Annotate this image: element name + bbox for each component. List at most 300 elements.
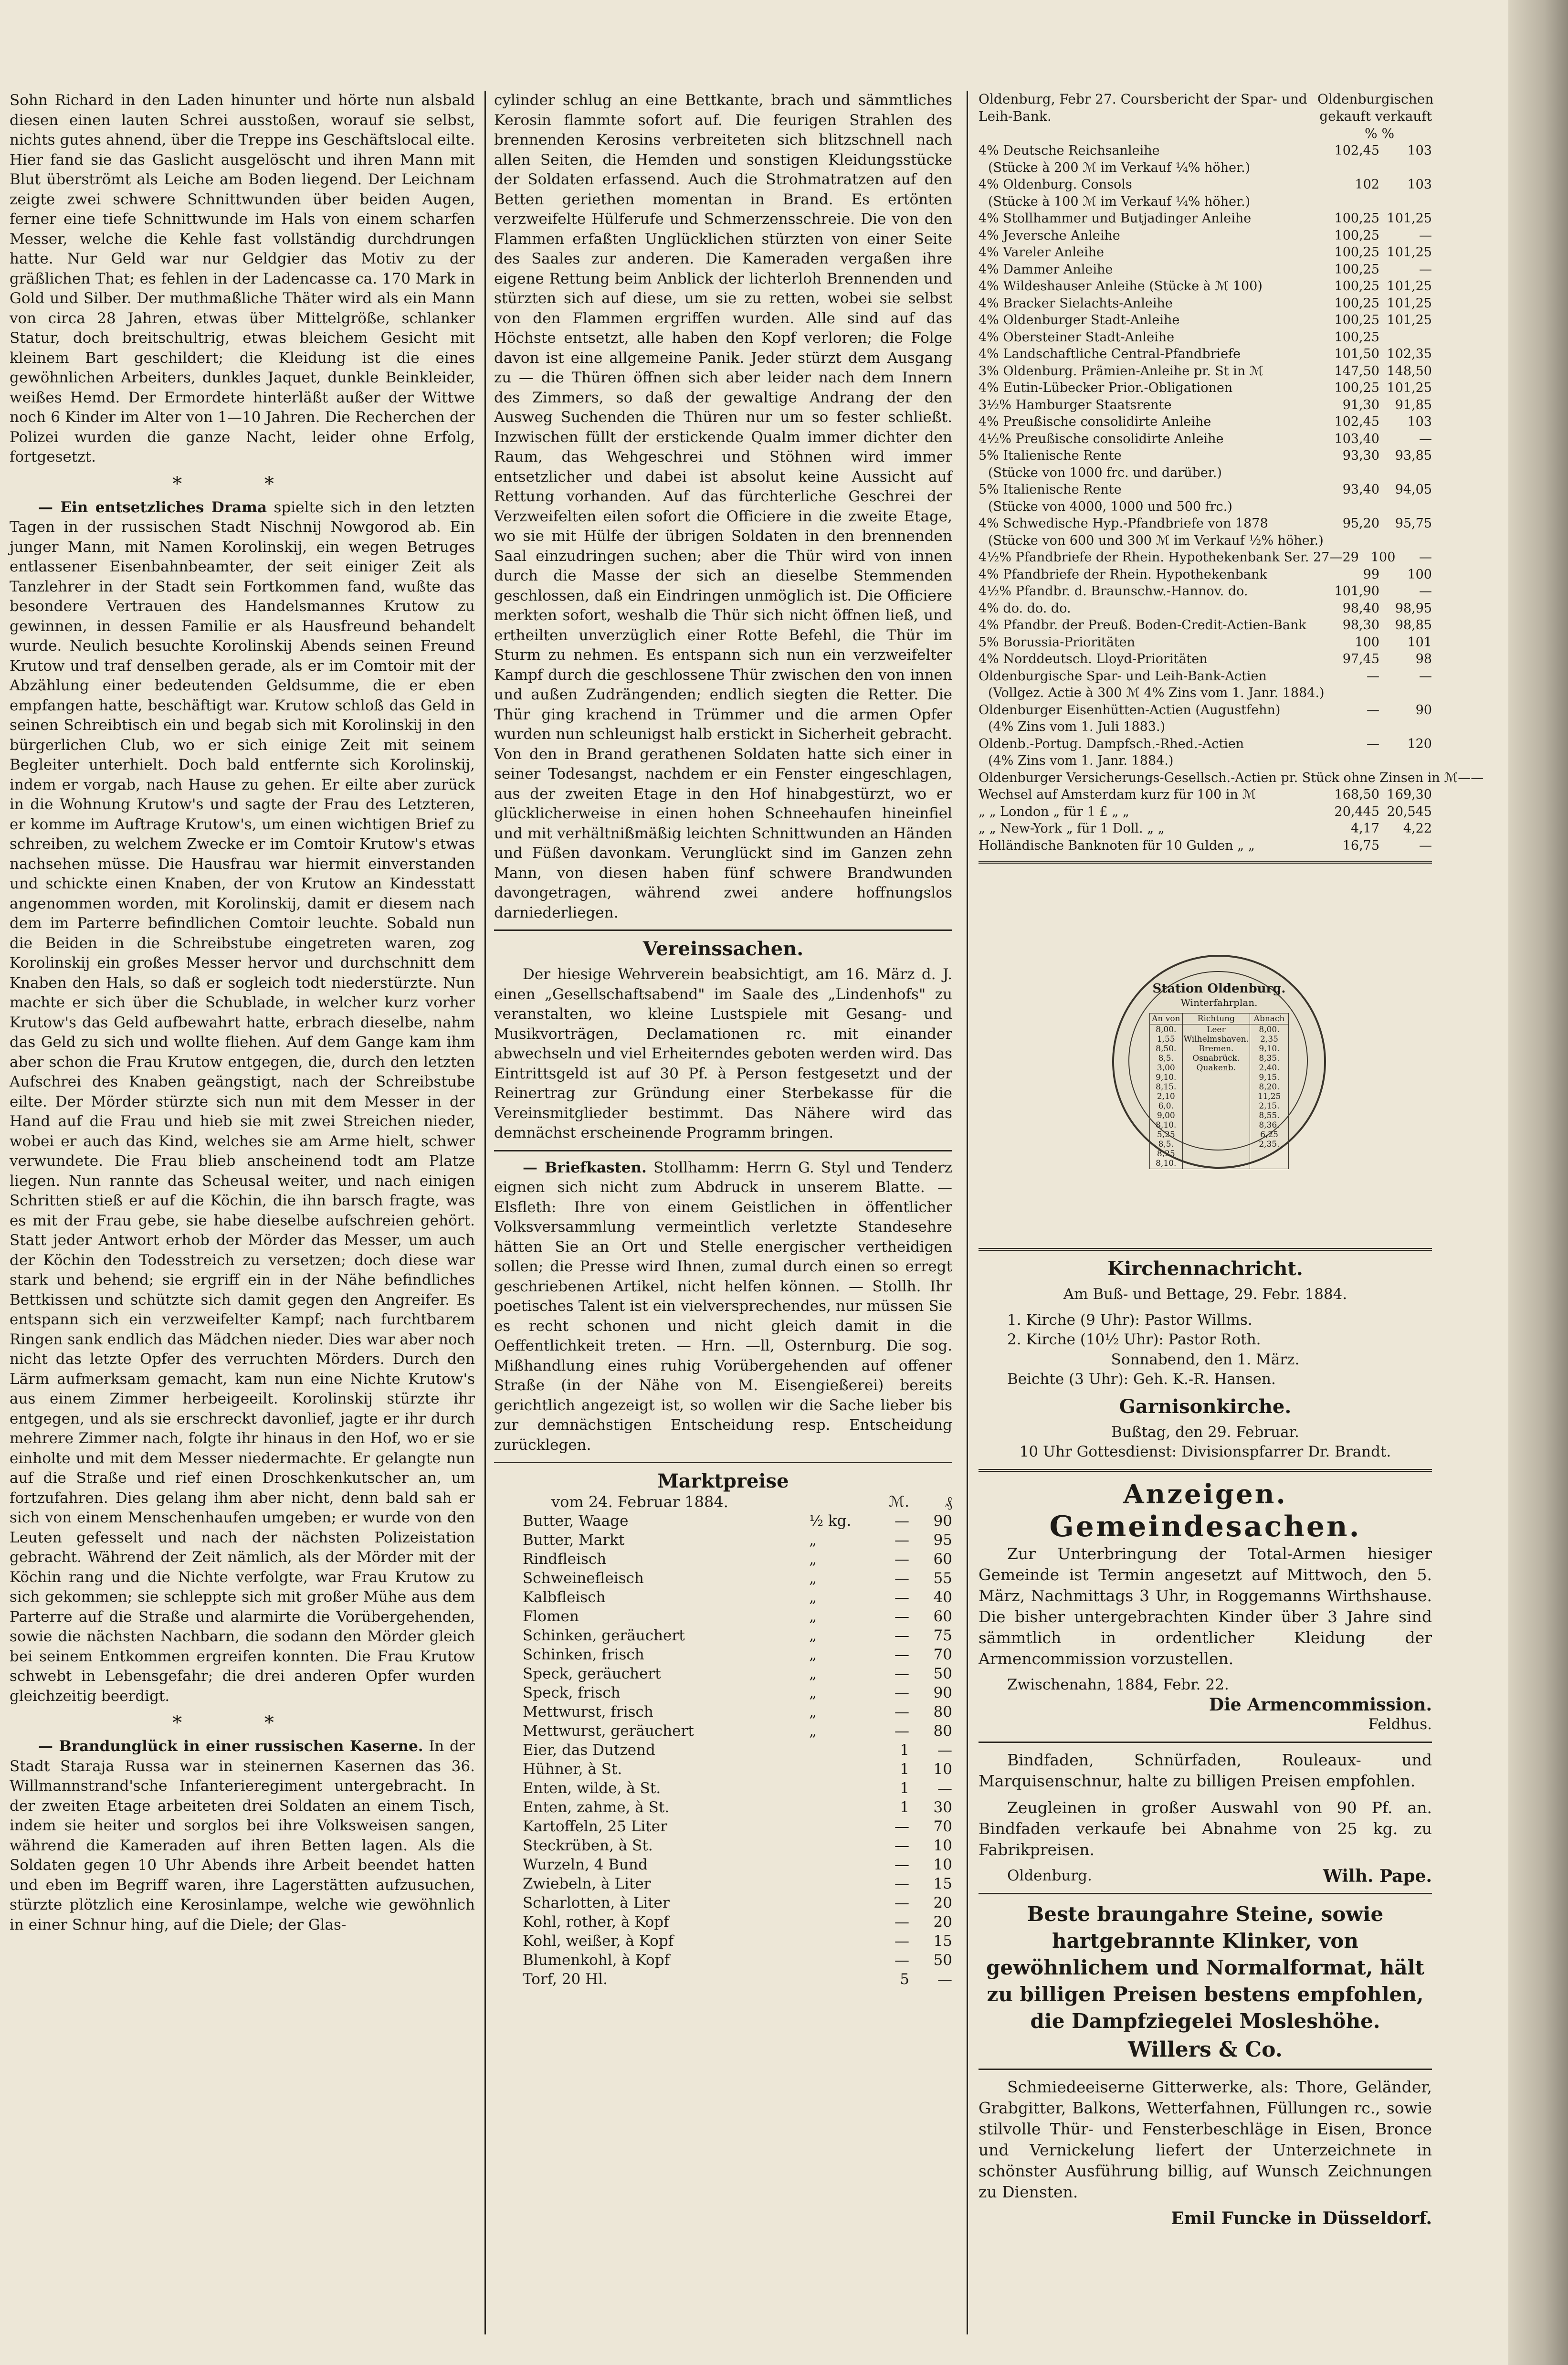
railway-timetable-stamp	[1112, 955, 1326, 1169]
market-cell-m: —	[894, 1703, 909, 1721]
bond-row	[979, 142, 1432, 159]
kirche-line1: Am Buß- und Bettage, 29. Febr. 1884.	[1063, 1286, 1347, 1303]
bond-cell-v2: 95,75	[1395, 516, 1432, 531]
bond-cell-v2: —	[1419, 550, 1432, 565]
bond-percent: % %	[1364, 126, 1395, 141]
market-cell-m: —	[894, 1589, 909, 1606]
bond-cell-nm: 4½% Pfandbr. d. Braunschw.-Hannov. do.	[979, 584, 1248, 599]
bond-row	[979, 481, 1432, 498]
market-cell-n: Flomen	[523, 1608, 579, 1625]
drama-heading: — Ein entsetzliches Drama	[38, 498, 267, 516]
bond-cell-v2	[1379, 498, 1432, 516]
bond-row	[979, 346, 1432, 363]
ad-ziegelei-signature: Willers & Co.	[1127, 2037, 1283, 2062]
bond-row	[979, 617, 1432, 634]
bond-cell-v2: —	[1419, 584, 1432, 599]
bond-cell-v2: 103	[1407, 143, 1432, 158]
market-cell-n: Mettwurst, geräuchert	[523, 1722, 694, 1740]
market-cell-u: „	[809, 1684, 817, 1701]
column-right-lower	[979, 1241, 1432, 2228]
verein-text: Der hiesige Wehrverein beabsichtigt, am 16. März d. J. einen „Gesellschaftsabend" im Saale des „Lindenhofs" zu veranstalten, wo kleine Lustspiele mit Gesang- und Musikvorträgen, Declamationen rc. mit einander abwechseln und viel Erheiterndes geboten werden wird. Das Eintrittsgeld ist auf 30 Pf. à Person festgesetzt und der Reinertrag zur Gründung einer Sterbekasse für die Vereinsmitglieder bestimmt. Das Nähere wird das demnächst erscheinende Programm bringen.	[494, 966, 953, 1141]
bond-row	[979, 736, 1432, 753]
bond-cell-v1: 93,40	[1342, 482, 1379, 497]
market-cell-u	[809, 1836, 881, 1855]
ad-funcke-text: Schmiedeeiserne Gitterwerke, als: Thore, Geländer, Grabgitter, Balkons, Wetterfahnen, Füllungen rc., sowie stilvolle Thür- und Fensterbeschläge in Eisen, Bronce und Vernickelung liefert der Unterzeichnete in schönster Ausführung billig, auf Wunsch Zeichnungen zu Diensten.	[979, 2077, 1432, 2201]
market-row	[494, 1874, 952, 1893]
bond-row	[979, 566, 1432, 583]
bond-cell-nm: 5% Italienische Rente	[979, 482, 1122, 497]
bond-cell-nm: 4% Pfandbriefe der Rhein. Hypothekenbank	[979, 567, 1267, 582]
bond-cell-v2: 101,25	[1387, 313, 1432, 327]
market-cell-m: 1	[900, 1761, 909, 1778]
market-cell-m: —	[894, 1894, 909, 1911]
bond-cell-v1: 102	[1355, 177, 1379, 192]
bond-cell-v2: —	[1419, 262, 1432, 277]
market-cell-n: Speck, frisch	[523, 1684, 621, 1701]
drama-text: spielte sich in den letzten Tagen in der russischen Stadt Nischnij Nowgorod ab. Ein junger Mann, mit Namen Korolinskij, ein wegen Betruges entlassener Eisenbahnbeamter, der seit einiger Zeit als Tanzlehrer in der Stadt sein Fortkommen fand, wußte das besondere Vertrauen des Handelsmannes Krutow zu gewinnen, in dessen Familie er als Hausfreund behandelt wurde. Neulich besuchte Korolinskij Abends seinen Freund Krutow und traf denselben gerade, als er im Comtoir mit der Abzählung einer bedeutenden Geldsumme, die er eben empfangen hatte, beschäftigt war. Krutow schloß das Geld in seinen Schreibtisch ein und begab sich mit Korolinskij in den bürgerlichen Club, wo er sich einige Zeit mit seinem Begleiter unterhielt. Doch bald entfernte sich Korolinskij, indem er vorgab, nach Hause zu gehen. Er eilte aber zurück in die Wohnung Krutow's und sagte der Frau des Letzteren, er komme im Auftrage Krutow's, um einen wichtigen Brief zu schreiben, zu welchem Zwecke er im Comtoir Krutow's etwas nachsehen müsse. Die Hausfrau war hiermit einverstanden und schickte einen Knaben, der von Krutow an Kindesstatt angenommen worden, mit Korolinskij, damit er diesem nach dem im Parterre befindlichen Comtoir leuchte. Sobald nun die Beiden in die Schreibstube eingetreten waren, zog Korolinskij ein großes Messer hervor und durchschnitt dem Knaben den Hals, so daß er sogleich todt niederstürzte. Nun machte er sich über die Schublade, in welcher kurz vorher Krutow's das Geld aufbewahrt hatte, erbrach dieselbe, nahm das Geld zu sich und wollte fliehen. Auf dem Gange kam ihm aber schon die Frau Krutow entgegen, die, durch den letzten Aufschrei des Knaben geängstigt, nach der Schreibstube eilte. Der Mörder stürzte sich nun mit dem Messer in der Hand auf die Frau und hieb sie mit zwei Streichen nieder, wobei er auch das Kind, welches sie am Arme hielt, schwer verwundete. Die Frau blieb anscheinend todt am Platze liegen. Nun rannte das Scheusal weiter, und nach einigen Schritten stieß er auf die Köchin, die ihn barsch fragte, was es mit der Frau gebe, sie habe dieselbe aufschreien gehört. Statt jeder Antwort erhob der Mörder das Messer, um auch der Köchin den Todesstreich zu versetzen; doch diese war stark und behend; sie ergriff ein in der Nähe befindliches Bettkissen und schützte sich damit gegen den Angreifer. Es entspann sich ein verzweifelter Kampf; nach furchtbarem Ringen sank endlich das Mädchen nieder. Dies war aber noch nicht das letzte Opfer des verruchten Mörders. Durch den Lärm aufmerksam gemacht, kam nun eine Nichte Krutow's aus einem Zimmer herbeigeeilt. Korolinskij stürzte ihr entgegen, und als sie erschreckt davonlief, jagte er ihr durch mehrere Zimmer nach, folgte ihr hinaus in den Hof, wo er sie einholte und mit dem Messer niedermachte. Er gelangte nun auf die Straße und rief einen Droschkenkutscher an, um fortzufahren. Dies gelang ihm aber nicht, denn bald sah er sich von einem Menschenhaufen umgeben; er wurde von den Leuten gefesselt und nach der nächsten Polizeistation gebracht. Während der Zeit nämlich, als der Mörder mit der Köchin rang und die Nichte verfolgte, war Frau Krutow zu sich gekommen; sie schleppte sich mit großer Mühe aus dem Parterre auf die Straße und alarmirte die Vorübergehenden, sowie die nächsten Nachbarn, die sodann den Mörder gleich bei seinem Entkommen ergreifen konnten. Die Frau Krutow schwebt in Lebensgefahr; die drei anderen Opfer wurden gleichzeitig beerdigt.	[10, 498, 475, 1705]
market-cell-u	[809, 1874, 881, 1893]
market-cell-u	[809, 1932, 881, 1951]
bond-row	[979, 498, 1432, 516]
bond-cell-nm: Wechsel auf Amsterdam kurz für 100 in ℳ	[979, 787, 1256, 802]
bond-cell-nm: (4% Zins vom 1. Juli 1883.)	[988, 719, 1166, 734]
bond-cell-v2	[1379, 159, 1432, 177]
bond-cell-v1: 100,25	[1334, 228, 1379, 243]
bond-cell-v1: 99	[1363, 567, 1379, 582]
market-row	[494, 1951, 952, 1970]
column-left	[10, 91, 475, 1941]
bond-cell-v1	[1327, 159, 1379, 177]
market-cell-u: „	[809, 1570, 817, 1587]
market-cell-m: —	[894, 1875, 909, 1892]
bond-cell-nm: (Stücke von 4000, 1000 und 500 frc.)	[988, 499, 1232, 514]
drama-article	[10, 498, 475, 1707]
stamp-h3: Abnach	[1250, 1014, 1289, 1024]
bond-row	[979, 752, 1432, 770]
stamp-h1: An von	[1150, 1014, 1183, 1024]
bond-cell-nm: 4% Bracker Sielachts-Anleihe	[979, 296, 1173, 311]
gemeinde-text: Zur Unterbringung der Total-Armen hiesiger Gemeinde ist Termin angesetzt auf Mittwoch, den 5. März, Nachmittags 3 Uhr, in Roggemanns Wirthshause. Die bisher untergebrachten Kinder über 3 Jahre sind sämmtlich in ordentlicher Kleidung der Armencommission vorzustellen.	[979, 1544, 1432, 1668]
kirche-line3: 2. Kirche (10½ Uhr): Pastor Roth.	[1007, 1331, 1261, 1348]
market-cell-pf: 70	[933, 1646, 952, 1663]
fire-text: In der Stadt Staraja Russa war in steinernen Kasernen das 36. Willmannstrand'sche Infanterieregiment untergebracht. In der zweiten Etage arbeiteten drei Soldaten an einem Tisch, indem sie heiter und sorglos bei ihre Volksweisen sangen, während die Kameraden auf ihren Betten lagen. Als die Soldaten gegen 10 Uhr Abends ihre Arbeit beendet hatten und eben im Begriff waren, ihre Lagerstätten aufzusuchen, stürzte plötzlich eine Kerosinlampe, welche wie gewöhnlich in einer Schnur hing, auf die Diele; der Glas-	[10, 1738, 475, 1933]
garnison-title: Garnisonkirche.	[1119, 1395, 1292, 1418]
briefkasten-heading: — Briefkasten.	[523, 1159, 647, 1176]
market-cell-n: Rindfleisch	[523, 1551, 607, 1568]
bond-cell-v1	[1327, 718, 1379, 736]
bond-row	[979, 363, 1432, 380]
market-cell-m: —	[894, 1684, 909, 1701]
bond-cell-v1	[1327, 465, 1379, 482]
market-cell-pf: —	[937, 1780, 952, 1797]
market-cell-n: Zwiebeln, à Liter	[523, 1875, 651, 1892]
stamp-c2: Leer Wilhelmshaven. Bremen. Osnabrück. Quakenb.	[1182, 1024, 1250, 1169]
market-cell-m: —	[894, 1856, 909, 1873]
market-col-mark: ℳ.	[888, 1493, 909, 1510]
market-cell-u	[809, 1951, 881, 1970]
bond-cell-v2: 90	[1415, 702, 1432, 718]
market-row	[494, 1664, 952, 1683]
bond-row	[979, 651, 1432, 668]
column-divider	[484, 91, 486, 2334]
bond-cell-v2: —	[1419, 838, 1432, 853]
bond-cell-v2: 148,50	[1387, 363, 1432, 379]
garnison-line2: 10 Uhr Gottesdienst: Divisionspfarrer Dr. Brandt.	[1019, 1443, 1391, 1460]
market-cell-n: Torf, 20 Hl.	[523, 1971, 608, 1988]
bond-cell-nm: Oldenb.-Portug. Dampfsch.-Rhed.-Actien	[979, 736, 1244, 751]
market-cell-u	[809, 1912, 881, 1932]
divider	[494, 1150, 952, 1151]
ad-pape-text: Bindfaden, Schnürfaden, Rouleaux- und Marquisenschnur, halte zu billigen Preisen empfohlen.	[979, 1750, 1432, 1790]
bond-cell-v2	[1379, 685, 1432, 702]
market-row	[494, 1626, 952, 1645]
market-cell-u: „	[809, 1646, 817, 1663]
market-cell-u: „	[809, 1627, 817, 1644]
murder-report-end: Sohn Richard in den Laden hinunter und hörte nun alsbald diesen einen lauten Schrei ausstoßen, worauf sie selbst, nichts gutes ahnend, über die Treppe ins Geschäftslocal eilte. Hier fand sie das Gaslicht ausgelöscht und ihren Mann mit Blut überströmt als Leiche am Boden liegend. Der Leichnam zeigte zwei schwere Schnittwunden über beiden Augen, ferner eine tiefe Schnittwunde im Hals von einem scharfen Messer, welche die Kehle fast vollständig durchdrungen hatte. Nur Geld war nur Geldgier das Motiv zu der gräßlichen That; es fehlen in der Ladencasse ca. 170 Mark in Gold und Silber. Der muthmaßliche Thäter wird als ein Mann von circa 28 Jahren, etwas über Mittelgröße, schlanker Statur, doch breitschultrig, etwas bleichem Gesicht mit kleinem Bart geschildert; die Kleidung ist die eines gewöhnlichen Arbeiters, dunkles Jaquet, dunkle Beinkleider, weißes Hemd. Der Ermordete hinterläßt außer der Wittwe noch 6 Kinder im Alter von 1—10 Jahren. Die Recherchen der Polizei wurden die ganze Nacht, leider ohne Erfolg, fortgesetzt.	[10, 92, 475, 465]
market-cell-m: —	[894, 1722, 909, 1740]
market-cell-n: Mettwurst, frisch	[523, 1703, 653, 1721]
bond-cell-v1: 100,25	[1334, 279, 1379, 294]
market-cell-n: Kalbfleisch	[523, 1589, 606, 1606]
market-cell-n: Schinken, frisch	[523, 1646, 644, 1663]
market-row	[494, 1569, 952, 1588]
bond-cell-v2: —	[1419, 228, 1432, 243]
market-cell-pf: 75	[933, 1627, 952, 1644]
bond-cell-v1	[1327, 193, 1379, 211]
bond-cell-v1: 97,45	[1342, 652, 1379, 666]
kirche-line2: 1. Kirche (9 Uhr): Pastor Willms.	[1007, 1311, 1252, 1329]
bond-cell-v1: 147,50	[1334, 363, 1379, 379]
bond-cell-v2: —	[1471, 770, 1484, 785]
market-row	[494, 1721, 952, 1741]
market-cell-u	[809, 1798, 881, 1817]
market-cell-n: Wurzeln, 4 Bund	[523, 1856, 648, 1873]
bond-cell-v2: —	[1419, 668, 1432, 684]
bond-cell-v2	[1379, 465, 1432, 482]
market-row	[494, 1588, 952, 1607]
bond-row	[979, 702, 1432, 719]
bond-row	[979, 803, 1432, 821]
ad-ziegelei-text: Beste braungahre Steine, sowie hartgebrannte Klinker, von gewöhnlichem und Normalformat, hält zu billigen Preisen bestens empfohlen, die Dampfziegelei Mosleshöhe.	[986, 1902, 1424, 2033]
bond-row	[979, 837, 1432, 855]
market-cell-u	[809, 1741, 881, 1760]
market-cell-m: —	[894, 1665, 909, 1682]
bond-cell-nm: Oldenburger Eisenhütten-Actien (Augustfehn)	[979, 702, 1281, 718]
bond-cell-nm: 4% Preußische consolidirte Anleihe	[979, 414, 1211, 429]
bond-row	[979, 532, 1432, 549]
market-cell-u: ½ kg.	[809, 1512, 852, 1530]
bond-cell-nm: „ „ London „ für 1 £ „ „	[979, 804, 1129, 819]
market-cell-pf: 60	[933, 1551, 952, 1568]
bond-cell-v2: 101,25	[1387, 380, 1432, 395]
bond-row	[979, 447, 1432, 465]
market-cell-u: „	[809, 1608, 817, 1625]
bond-cell-nm: 4% Vareler Anleihe	[979, 245, 1105, 260]
bond-row	[979, 295, 1432, 312]
market-cell-n: Enten, wilde, à St.	[523, 1780, 661, 1797]
bond-cell-v1: 100,25	[1334, 329, 1379, 345]
stamp-subtitle: Winterfahrplan.	[1180, 997, 1258, 1008]
market-cell-m: —	[894, 1913, 909, 1931]
market-cell-u	[809, 1817, 881, 1836]
column-divider	[967, 91, 968, 2334]
market-cell-u	[809, 1893, 881, 1912]
bond-table	[979, 142, 1484, 854]
verein-title: Vereinssachen.	[642, 938, 804, 960]
bond-row	[979, 159, 1432, 177]
market-row	[494, 1779, 952, 1798]
market-cell-m: —	[894, 1608, 909, 1625]
bond-cell-v2: 101,25	[1387, 296, 1432, 311]
market-cell-m: —	[894, 1531, 909, 1549]
market-cell-pf: —	[937, 1971, 952, 1988]
bond-cell-nm: (Vollgez. Actie à 300 ℳ 4% Zins vom 1. Janr. 1884.)	[988, 686, 1325, 700]
market-row	[494, 1760, 952, 1779]
bond-cell-v2: 100	[1407, 567, 1432, 582]
gemeinde-signature: Die Armencommission.	[1209, 1695, 1432, 1715]
bond-row	[979, 380, 1432, 397]
market-cell-u: „	[809, 1703, 817, 1721]
market-cell-n: Blumenkohl, à Kopf	[523, 1952, 670, 1969]
bond-row	[979, 210, 1432, 227]
bond-cell-v1: 16,75	[1342, 838, 1379, 853]
market-cell-n: Steckrüben, à St.	[523, 1837, 653, 1854]
stamp-c1: 8,00. 1,55 8,50. 8,5. 3,00 9,10. 8,15. 2,10 6,0. 9,00 8,10. 5,25 8,5. 8,25 8,10.	[1150, 1024, 1183, 1169]
bond-row	[979, 329, 1432, 346]
bond-cell-v2: 101	[1407, 634, 1432, 650]
market-cell-pf: 20	[933, 1913, 952, 1931]
market-cell-pf: 80	[933, 1722, 952, 1740]
bond-cell-nm: 4% Deutsche Reichsanleihe	[979, 143, 1160, 158]
bond-cell-nm: 4% do. do. do.	[979, 601, 1071, 616]
bond-cell-v1: 100,25	[1334, 296, 1379, 311]
column-right	[979, 91, 1484, 870]
bond-row	[979, 786, 1432, 803]
bond-cell-v1	[1327, 685, 1379, 702]
market-row	[494, 1702, 952, 1721]
market-row	[494, 1607, 952, 1626]
bond-header-right: Oldenburgischen gekauft verkauft	[1317, 91, 1434, 124]
market-cell-u: „	[809, 1531, 817, 1549]
market-row	[494, 1855, 952, 1874]
bond-cell-nm: Oldenburgische Spar- und Leih-Bank-Actien	[979, 668, 1267, 684]
market-cell-n: Schweinefleisch	[523, 1570, 644, 1587]
column-middle	[494, 91, 952, 1989]
bond-row	[979, 515, 1432, 532]
bond-cell-v2	[1379, 193, 1432, 211]
market-cell-pf: —	[937, 1742, 952, 1759]
bond-cell-nm: 3½% Hamburger Staatsrente	[979, 397, 1172, 412]
market-cell-pf: 80	[933, 1703, 952, 1721]
market-cell-u: „	[809, 1589, 817, 1606]
market-cell-m: —	[894, 1818, 909, 1835]
market-cell-m: 1	[900, 1742, 909, 1759]
bond-cell-v1	[1327, 752, 1379, 770]
stamp-title: Station Oldenburg.	[1152, 982, 1286, 996]
briefkasten-text: Stollhamm: Herrn G. Styl und Tenderz eignen sich nicht zum Abdruck in unserem Blatte. — Elsfleth: Ihre von einem Geistlichen in öffentlicher Volksversammlung vermeintlich verletzte Standesehre hätten Sie an Ort und Stelle energischer vertheidigen sollen; die Presse wird Ihnen, zumal durch einen so erregt geschriebenen Artikel, nicht helfen können. — Stollh. Ihr poetisches Talent ist ein vielversprechendes, nur müssen Sie es recht schonen und nicht gleich damit in die Oeffentlichkeit treten. — Hrn. —ll, Osternburg. Die sog. Mißhandlung eines ruhig Vorübergehenden auf offener Straße (in der Nähe von M. Eisengießerei) bereits gerichtlich angezeigt ist, so wollen wir die Sache lieber bis zur demnächstigen Entscheidung resp. Entscheidung zurücklegen.	[494, 1159, 952, 1454]
market-cell-m: —	[894, 1932, 909, 1950]
market-cell-pf: 15	[933, 1875, 952, 1892]
bond-row	[979, 820, 1432, 837]
market-cell-pf: 90	[933, 1684, 952, 1701]
fire-heading: — Brandunglück in einer russischen Kaserne.	[38, 1738, 423, 1755]
bond-cell-v1: —	[1367, 668, 1379, 684]
market-date: vom 24. Februar 1884.	[551, 1493, 728, 1511]
bond-row	[979, 770, 1484, 787]
bond-cell-v2: 120	[1407, 736, 1432, 751]
bond-cell-v1: 100,25	[1334, 380, 1379, 395]
bond-cell-v1	[1327, 532, 1379, 549]
bond-cell-v2	[1379, 532, 1432, 549]
kirche-line5: Beichte (3 Uhr): Geh. K.-R. Hansen.	[1007, 1371, 1276, 1388]
divider	[979, 1248, 1432, 1251]
market-cell-m: —	[894, 1627, 909, 1644]
bond-cell-v2: 103	[1407, 414, 1432, 429]
bond-row	[979, 600, 1432, 617]
market-cell-pf: 60	[933, 1608, 952, 1625]
bond-cell-nm: 4% Norddeutsch. Lloyd-Prioritäten	[979, 652, 1208, 666]
bond-cell-v1: 100,25	[1334, 245, 1379, 260]
stamp-h2: Richtung	[1182, 1014, 1250, 1024]
bond-cell-v1: 100,25	[1334, 313, 1379, 327]
bond-cell-nm: 4½% Pfandbriefe der Rhein. Hypothekenbank Ser. 27—29	[979, 550, 1359, 565]
ad-pape-text2: Zeugleinen in großer Auswahl von 90 Pf. an. Bindfaden verkaufe bei Abnahme von 25 kg. zu Fabrikpreisen.	[979, 1798, 1432, 1859]
section-stars: * *	[172, 473, 312, 495]
bond-cell-v1	[1327, 498, 1379, 516]
market-cell-m: —	[894, 1837, 909, 1854]
kirche-title: Kirchennachricht.	[1107, 1257, 1303, 1280]
bond-cell-nm: 4% Pfandbr. der Preuß. Boden-Credit-Actien-Bank	[979, 618, 1306, 633]
bond-cell-v1: 98,30	[1342, 618, 1379, 633]
market-cell-n: Speck, geräuchert	[523, 1665, 661, 1682]
market-cell-pf: 55	[933, 1570, 952, 1587]
market-cell-n: Kartoffeln, 25 Liter	[523, 1818, 667, 1835]
bond-row	[979, 718, 1432, 736]
market-title: Marktpreise	[657, 1470, 789, 1492]
bond-header	[979, 91, 1432, 125]
bond-cell-nm: 4% Obersteiner Stadt-Anleihe	[979, 329, 1175, 345]
market-row	[494, 1912, 952, 1932]
bond-cell-v2: 103	[1407, 177, 1432, 192]
market-cell-n: Schinken, geräuchert	[523, 1627, 685, 1644]
bond-row	[979, 176, 1432, 193]
market-row	[494, 1836, 952, 1855]
bond-cell-v2: 101,25	[1387, 245, 1432, 260]
market-cell-m: —	[894, 1952, 909, 1969]
market-cell-u	[809, 1855, 881, 1874]
bond-cell-v1: 93,30	[1342, 448, 1379, 463]
market-cell-pf: 15	[933, 1932, 952, 1950]
bond-cell-nm: 3% Oldenburg. Prämien-Anleihe pr. St in ℳ	[979, 363, 1263, 379]
bond-cell-v2	[1379, 329, 1432, 346]
bond-cell-v2: 94,05	[1395, 482, 1432, 497]
section-stars: * *	[172, 1712, 312, 1734]
bond-cell-v1: 95,20	[1342, 516, 1379, 531]
market-cell-n: Hühner, à St.	[523, 1761, 622, 1778]
bond-cell-v2: 169,30	[1387, 787, 1432, 802]
divider	[494, 1462, 952, 1463]
kirche-line4: Sonnabend, den 1. März.	[1111, 1351, 1300, 1368]
bond-row	[979, 431, 1432, 448]
bond-cell-nm: 4% Dammer Anleihe	[979, 262, 1113, 277]
bond-row	[979, 261, 1432, 278]
market-row	[494, 1932, 952, 1951]
bond-cell-nm: 4% Oldenburger Stadt-Anleihe	[979, 313, 1180, 327]
bond-row	[979, 465, 1432, 482]
market-cell-m: —	[894, 1570, 909, 1587]
market-row	[494, 1645, 952, 1664]
market-row	[494, 1893, 952, 1912]
bond-cell-v2: 101,25	[1387, 211, 1432, 226]
stamp-table	[1149, 1013, 1289, 1169]
bond-cell-nm: (4% Zins vom 1. Janr. 1884.)	[988, 753, 1174, 768]
bond-cell-v1: 102,45	[1334, 414, 1379, 429]
bond-cell-v1: —	[1367, 702, 1379, 718]
bond-cell-nm: (Stücke von 1000 frc. und darüber.)	[988, 465, 1222, 480]
bond-cell-v1: 100	[1370, 550, 1396, 565]
bond-row	[979, 413, 1432, 431]
bond-row	[979, 227, 1432, 244]
bond-cell-v1: 168,50	[1334, 787, 1379, 802]
market-cell-m: 1	[900, 1780, 909, 1797]
bond-row	[979, 668, 1432, 685]
bond-cell-v1: 100	[1355, 634, 1379, 650]
briefkasten	[494, 1158, 952, 1456]
bond-cell-v1: 101,50	[1334, 347, 1379, 361]
bond-cell-nm: 4% Oldenburg. Consols	[979, 177, 1132, 192]
bond-cell-v1: —	[1458, 770, 1471, 785]
market-row	[494, 1511, 952, 1531]
market-cell-pf: 30	[933, 1799, 952, 1816]
market-cell-pf: 10	[933, 1837, 952, 1854]
market-cell-m: 1	[900, 1799, 909, 1816]
gemeinde-title: Gemeindesachen.	[1049, 1510, 1361, 1543]
divider	[494, 929, 952, 931]
bond-row	[979, 193, 1432, 211]
market-cell-u	[809, 1760, 881, 1779]
bond-cell-nm: 4% Jeversche Anleihe	[979, 228, 1120, 243]
bond-percent-row	[979, 125, 1432, 142]
market-cell-pf: 10	[933, 1856, 952, 1873]
bond-cell-v2	[1379, 718, 1432, 736]
bond-cell-v2: 101,25	[1387, 279, 1432, 294]
market-header-row	[494, 1492, 952, 1511]
market-row	[494, 1970, 952, 1989]
bond-row	[979, 634, 1432, 651]
gemeinde-signature2: Feldhus.	[1368, 1716, 1432, 1733]
market-cell-u: „	[809, 1551, 817, 1568]
bond-cell-v1: 100,25	[1334, 211, 1379, 226]
market-cell-u: „	[809, 1665, 817, 1682]
bond-cell-v2: 93,85	[1395, 448, 1432, 463]
bond-cell-v1: 91,30	[1342, 397, 1379, 412]
bond-cell-v1: 102,45	[1334, 143, 1379, 158]
bond-cell-v2: 4,22	[1403, 821, 1432, 836]
bond-cell-nm: (Stücke von 600 und 300 ℳ im Verkauf ½% höher.)	[988, 533, 1324, 548]
bond-cell-nm: Oldenburger Versicherungs-Gesellsch.-Actien pr. Stück ohne Zinsen in ℳ	[979, 770, 1458, 785]
bond-cell-v2: 98,95	[1395, 601, 1432, 616]
bond-cell-v2: 91,85	[1395, 397, 1432, 412]
bond-cell-v2: 102,35	[1387, 347, 1432, 361]
ad-pape-place: Oldenburg.	[1007, 1867, 1092, 1884]
market-row	[494, 1550, 952, 1569]
fire-article-cont: cylinder schlug an eine Bettkante, brach und sämmtliches Kerosin flammte sofort auf. Die feurigen Strahlen des brennenden Kerosins verbreiteten sich blitzschnell nach allen Seiten, die Hemden und sonstigen Kleidungsstücke der Soldaten erfassend. Auch die Strohmatratzen auf den Betten geriethen momentan in Brand. Es ertönten verzweifelte Hülferufe und Schmerzensschreie. Die von den Flammen erfaßten Unglücklichen stürzten von einer Seite des Saales zur anderen. Die Kameraden vergaßen ihre eigene Rettung beim Anblick der lichterloh Brennenden und stürzten sich auf diese, um sie zu retten, wobei sie selbst von den Flammen ergriffen wurden. Alle sind auf das Höchste entsetzt, alle haben den Kopf verloren; die Folge davon ist eine allgemeine Panik. Jeder stürzt dem Ausgang zu — die Thüren öffnen sich aber leider nach dem Innern des Zimmers, so daß der gewaltige Andrang der den Ausweg Suchenden die Thüren nur um so fester schließt. Inzwischen füllt der erstickende Qualm immer dichter den Raum, das Wehgeschrei und Stöhnen wird immer entsetzlicher und dabei ist absolut keine Aussicht auf Rettung vorhanden. Auf das fürchterliche Geschrei der Verzweifelten eilen sofort die Officiere in die zweite Etage, wo sie mit Hülfe der übrigen Soldaten in den brennenden Saal einzudringen suchen; aber die Thür wird von innen durch die Masse der sich an dieselbe Stemmenden geschlossen, daß ein Eindringen unmöglich ist. Die Officiere merkten sofort, weshalb die Thür sich nicht öffnen ließ, und ertheilten unverzüglich einer Rotte Befehl, die Thür im Sturm zu nehmen. Es entspann sich nun ein verzweifelter Kampf durch die geschlossene Thür zwischen den von innen und außen Zudrängenden; endlich siegten die Retter. Die Thür ging krachend in Trümmer und die armen Opfer wurden nun schleunigst halb erstickt in Sicherheit gebracht. Von den in Brand gerathenen Soldaten hatte sich einer in seiner Todesangst, nachdem er ein Fenster eingeschlagen, aus der zweiten Etage in den Hof hinabgestürzt, wo er glücklicherweise in einen hohen Schneehaufen hineinfiel und mit verhältnißmäßig leichten Schnittwunden an Händen und Füßen davonkam. Verunglückt sind im Ganzen zehn Mann, von diesen haben fünf schwere Brandwunden davongetragen, während zwei andere hoffnungslos darniederliegen.	[494, 92, 952, 921]
market-row	[494, 1683, 952, 1702]
bond-cell-v1: —	[1367, 736, 1379, 751]
bond-cell-nm: 4% Stollhammer und Butjadinger Anleihe	[979, 211, 1252, 226]
anzeigen-title: Anzeigen.	[1123, 1478, 1287, 1510]
bond-row	[979, 312, 1432, 329]
